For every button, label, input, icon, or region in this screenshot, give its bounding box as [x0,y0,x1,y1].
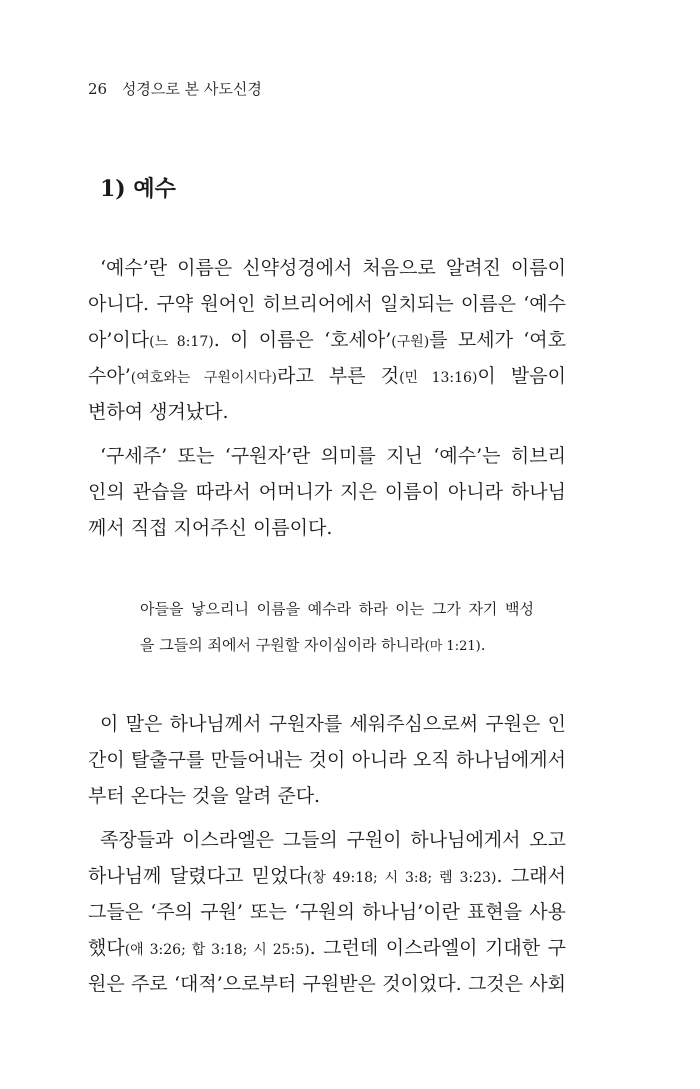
bible-reference: (창 49:18; 시 3:8; 렘 3:23) [306,870,497,886]
paragraph-1-line-5: 변하여 생겨났다. [88,401,229,423]
bible-reference: (느 8:17) [149,334,214,350]
block-quote-line-1: 아들을 낳으리니 이름을 예수라 하라 이는 그가 자기 백성 [140,600,534,618]
text-segment: . [480,636,486,654]
text-segment: . 그래서 [496,865,566,887]
paragraph-4-line-1: 족장들과 이스라엘은 그들의 구원이 하나님에게서 오고 [100,829,566,851]
paragraph-2-line-2: 인의 관습을 따라서 어머니가 지은 이름이 아니라 하나님 [88,481,566,503]
running-title: 성경으로 본 사도신경 [121,80,262,98]
paragraph-4-line-5: 원은 주로 ‘대적’으로부터 구원받은 것이었다. 그것은 사회 [88,973,566,995]
paragraph-1-line-4 [88,364,566,390]
annotation: (여호와는 구원이시다) [130,370,277,386]
paragraph-3-line-1: 이 말은 하나님께서 구원자를 세워주심으로써 구원은 인 [100,713,566,735]
paragraph-3-line-3: 부터 온다는 것을 알려 준다. [88,785,321,807]
text-segment: . 이 이름은 ‘호세아’ [213,329,392,351]
paragraph-1-line-3 [88,328,566,354]
bible-reference: (마 1:21) [424,639,481,654]
text-segment: 수아’ [88,365,131,387]
text-segment: 를 모세가 ‘여호 [429,329,566,351]
bible-reference: (애 3:26; 합 3:18; 시 25:5) [124,942,310,958]
page-header [88,78,262,99]
paragraph-1-line-2: 아니다. 구약 원어인 히브리어에서 일치되는 이름은 ‘예수 [88,293,566,315]
text-segment: 하나님께 달렸다고 믿었다 [88,865,307,887]
text-segment: 라고 부른 것 [276,365,400,387]
paragraph-1-line-1: ‘예수’란 이름은 신약성경에서 처음으로 알려진 이름이 [100,257,566,279]
paragraph-3-line-2: 간이 탈출구를 만들어내는 것이 아니라 오직 하나님에게서 [88,749,566,771]
annotation: (구원) [391,334,430,350]
paragraph-4-line-2 [88,864,566,890]
paragraph-2-line-1: ‘구세주’ 또는 ‘구원자’란 의미를 지닌 ‘예수’는 히브리 [100,445,566,467]
text-segment: . 그런데 이스라엘이 기대한 구 [309,937,566,959]
text-segment: 이 발음이 [477,365,566,387]
bible-reference: (민 13:16) [399,370,478,386]
paragraph-4-line-3: 그들은 ‘주의 구원’ 또는 ‘구원의 하나님’이란 표현을 사용 [88,901,566,923]
text-segment: 했다 [88,937,125,959]
page-number: 26 [88,80,108,98]
paragraph-4-line-4 [88,936,566,962]
text-segment: 을 그들의 죄에서 구원할 자이심이라 하니라 [140,636,425,654]
paragraph-2-line-3: 께서 직접 지어주신 이름이다. [88,517,333,539]
text-segment: 아’이다 [88,329,150,351]
section-title: 1) 예수 [100,176,176,202]
block-quote-line-2 [140,634,534,658]
